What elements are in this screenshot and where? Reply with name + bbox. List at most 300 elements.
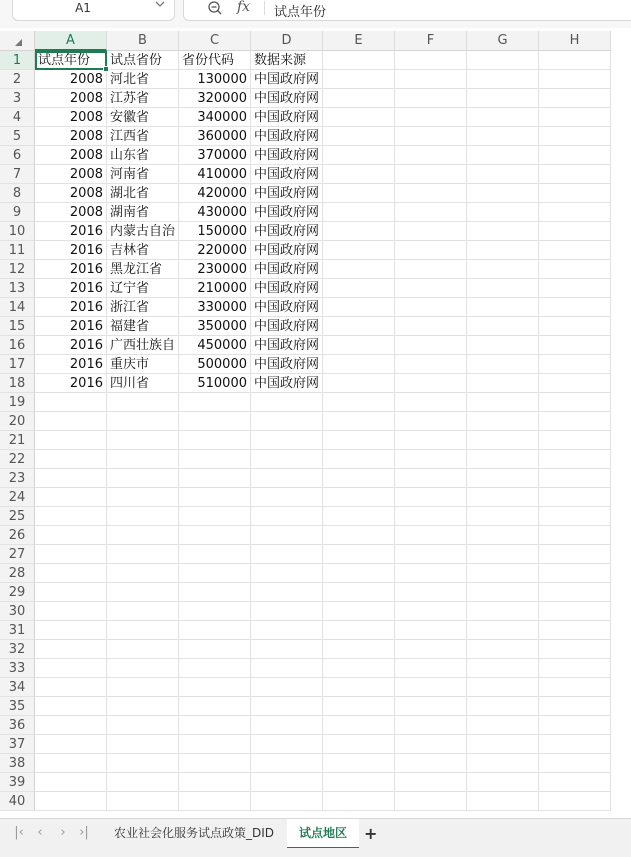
row-header[interactable]: 24 — [0, 488, 35, 507]
cell-b3[interactable]: 江苏省 — [107, 89, 179, 108]
cell-a15[interactable]: 2016 — [35, 317, 107, 336]
prev-sheet-icon[interactable]: ‹ — [37, 825, 43, 840]
cell-a38[interactable] — [35, 754, 107, 773]
cell-g21[interactable] — [467, 431, 539, 450]
cell-e22[interactable] — [323, 450, 395, 469]
cell-f38[interactable] — [395, 754, 467, 773]
cell-f8[interactable] — [395, 184, 467, 203]
cell-b31[interactable] — [107, 621, 179, 640]
cell-b20[interactable] — [107, 412, 179, 431]
next-sheet-icon[interactable]: › — [60, 825, 66, 840]
cell-f17[interactable] — [395, 355, 467, 374]
cell-f28[interactable] — [395, 564, 467, 583]
cell-h26[interactable] — [539, 526, 611, 545]
cell-g37[interactable] — [467, 735, 539, 754]
cell-g15[interactable] — [467, 317, 539, 336]
cell-a2[interactable]: 2008 — [35, 70, 107, 89]
cell-c31[interactable] — [179, 621, 251, 640]
cell-e23[interactable] — [323, 469, 395, 488]
cell-g17[interactable] — [467, 355, 539, 374]
cell-d26[interactable] — [251, 526, 323, 545]
cell-e36[interactable] — [323, 716, 395, 735]
cell-e31[interactable] — [323, 621, 395, 640]
cell-d33[interactable] — [251, 659, 323, 678]
column-header-h[interactable]: H — [539, 31, 611, 51]
cell-c3[interactable]: 320000 — [179, 89, 251, 108]
cell-g19[interactable] — [467, 393, 539, 412]
row-header[interactable]: 3 — [0, 89, 35, 108]
formula-value[interactable]: 试点年份 — [274, 5, 327, 20]
cell-g25[interactable] — [467, 507, 539, 526]
cell-h16[interactable] — [539, 336, 611, 355]
cell-h15[interactable] — [539, 317, 611, 336]
cell-c11[interactable]: 220000 — [179, 241, 251, 260]
cell-d11[interactable]: 中国政府网 — [251, 241, 323, 260]
cell-d21[interactable] — [251, 431, 323, 450]
cell-d31[interactable] — [251, 621, 323, 640]
cell-f33[interactable] — [395, 659, 467, 678]
row-header[interactable]: 38 — [0, 754, 35, 773]
cell-e32[interactable] — [323, 640, 395, 659]
cell-f2[interactable] — [395, 70, 467, 89]
cell-g36[interactable] — [467, 716, 539, 735]
cell-a12[interactable]: 2016 — [35, 260, 107, 279]
cell-b38[interactable] — [107, 754, 179, 773]
row-header[interactable]: 15 — [0, 317, 35, 336]
cell-h3[interactable] — [539, 89, 611, 108]
cell-c24[interactable] — [179, 488, 251, 507]
cell-a17[interactable]: 2016 — [35, 355, 107, 374]
name-box[interactable] — [12, 0, 175, 21]
row-header[interactable]: 5 — [0, 127, 35, 146]
column-header-d[interactable]: D — [251, 31, 323, 51]
cell-b18[interactable]: 四川省 — [107, 374, 179, 393]
row-header[interactable]: 26 — [0, 526, 35, 545]
cell-a9[interactable]: 2008 — [35, 203, 107, 222]
cell-h28[interactable] — [539, 564, 611, 583]
cell-g5[interactable] — [467, 127, 539, 146]
cell-e38[interactable] — [323, 754, 395, 773]
row-header[interactable]: 40 — [0, 792, 35, 811]
cell-c15[interactable]: 350000 — [179, 317, 251, 336]
row-header[interactable]: 32 — [0, 640, 35, 659]
row-header[interactable]: 22 — [0, 450, 35, 469]
cell-f11[interactable] — [395, 241, 467, 260]
cell-e17[interactable] — [323, 355, 395, 374]
cell-d8[interactable]: 中国政府网 — [251, 184, 323, 203]
cell-a19[interactable] — [35, 393, 107, 412]
cell-f37[interactable] — [395, 735, 467, 754]
row-header[interactable]: 9 — [0, 203, 35, 222]
cell-f13[interactable] — [395, 279, 467, 298]
cell-g6[interactable] — [467, 146, 539, 165]
cell-e5[interactable] — [323, 127, 395, 146]
cell-e34[interactable] — [323, 678, 395, 697]
row-header[interactable]: 33 — [0, 659, 35, 678]
cell-c14[interactable]: 330000 — [179, 298, 251, 317]
cell-h36[interactable] — [539, 716, 611, 735]
cell-b28[interactable] — [107, 564, 179, 583]
cell-d29[interactable] — [251, 583, 323, 602]
cell-c9[interactable]: 430000 — [179, 203, 251, 222]
cell-e11[interactable] — [323, 241, 395, 260]
cell-d15[interactable]: 中国政府网 — [251, 317, 323, 336]
cell-c23[interactable] — [179, 469, 251, 488]
cell-e30[interactable] — [323, 602, 395, 621]
cell-b7[interactable]: 河南省 — [107, 165, 179, 184]
cell-g24[interactable] — [467, 488, 539, 507]
first-sheet-icon[interactable]: |‹ — [14, 825, 24, 840]
cell-b33[interactable] — [107, 659, 179, 678]
cell-d23[interactable] — [251, 469, 323, 488]
row-header[interactable]: 6 — [0, 146, 35, 165]
cell-c26[interactable] — [179, 526, 251, 545]
cell-g40[interactable] — [467, 792, 539, 811]
cell-h1[interactable] — [539, 51, 611, 70]
cell-h19[interactable] — [539, 393, 611, 412]
cell-d2[interactable]: 中国政府网 — [251, 70, 323, 89]
cell-a33[interactable] — [35, 659, 107, 678]
cell-h27[interactable] — [539, 545, 611, 564]
select-all-button[interactable] — [0, 31, 35, 51]
cell-g23[interactable] — [467, 469, 539, 488]
cell-e2[interactable] — [323, 70, 395, 89]
cell-e3[interactable] — [323, 89, 395, 108]
cell-d30[interactable] — [251, 602, 323, 621]
cell-h5[interactable] — [539, 127, 611, 146]
cell-f27[interactable] — [395, 545, 467, 564]
cell-d18[interactable]: 中国政府网 — [251, 374, 323, 393]
cell-f20[interactable] — [395, 412, 467, 431]
cell-d5[interactable]: 中国政府网 — [251, 127, 323, 146]
cell-h21[interactable] — [539, 431, 611, 450]
row-header[interactable]: 30 — [0, 602, 35, 621]
row-header[interactable]: 23 — [0, 469, 35, 488]
cell-d16[interactable]: 中国政府网 — [251, 336, 323, 355]
cell-f3[interactable] — [395, 89, 467, 108]
cell-c1[interactable]: 省份代码 — [179, 51, 251, 70]
cell-b12[interactable]: 黑龙江省 — [107, 260, 179, 279]
cell-a8[interactable]: 2008 — [35, 184, 107, 203]
cell-f5[interactable] — [395, 127, 467, 146]
cell-e33[interactable] — [323, 659, 395, 678]
cell-e28[interactable] — [323, 564, 395, 583]
cell-h32[interactable] — [539, 640, 611, 659]
cell-g22[interactable] — [467, 450, 539, 469]
cell-g4[interactable] — [467, 108, 539, 127]
sheet-tab-pilot-regions[interactable]: 试点地区 — [287, 819, 359, 849]
cell-c39[interactable] — [179, 773, 251, 792]
column-header-f[interactable]: F — [395, 31, 467, 51]
cell-b26[interactable] — [107, 526, 179, 545]
cell-b19[interactable] — [107, 393, 179, 412]
cell-b14[interactable]: 浙江省 — [107, 298, 179, 317]
cell-b11[interactable]: 吉林省 — [107, 241, 179, 260]
cell-f18[interactable] — [395, 374, 467, 393]
cell-a16[interactable]: 2016 — [35, 336, 107, 355]
cell-f34[interactable] — [395, 678, 467, 697]
cell-h17[interactable] — [539, 355, 611, 374]
cell-f39[interactable] — [395, 773, 467, 792]
cell-a32[interactable] — [35, 640, 107, 659]
cell-e24[interactable] — [323, 488, 395, 507]
cell-a7[interactable]: 2008 — [35, 165, 107, 184]
cell-a3[interactable]: 2008 — [35, 89, 107, 108]
cell-e6[interactable] — [323, 146, 395, 165]
cell-g27[interactable] — [467, 545, 539, 564]
cell-h31[interactable] — [539, 621, 611, 640]
chevron-down-icon[interactable] — [154, 0, 166, 10]
cell-b13[interactable]: 辽宁省 — [107, 279, 179, 298]
cell-d12[interactable]: 中国政府网 — [251, 260, 323, 279]
cell-g39[interactable] — [467, 773, 539, 792]
cell-e16[interactable] — [323, 336, 395, 355]
cell-e7[interactable] — [323, 165, 395, 184]
cell-f32[interactable] — [395, 640, 467, 659]
row-header[interactable]: 16 — [0, 336, 35, 355]
cell-f9[interactable] — [395, 203, 467, 222]
row-header[interactable]: 27 — [0, 545, 35, 564]
cell-c32[interactable] — [179, 640, 251, 659]
cell-a40[interactable] — [35, 792, 107, 811]
cell-d34[interactable] — [251, 678, 323, 697]
cell-e12[interactable] — [323, 260, 395, 279]
row-header[interactable]: 13 — [0, 279, 35, 298]
cell-b2[interactable]: 河北省 — [107, 70, 179, 89]
cell-d32[interactable] — [251, 640, 323, 659]
cell-h7[interactable] — [539, 165, 611, 184]
row-header[interactable]: 28 — [0, 564, 35, 583]
cell-d25[interactable] — [251, 507, 323, 526]
cell-f24[interactable] — [395, 488, 467, 507]
last-sheet-icon[interactable]: ›| — [79, 825, 89, 840]
cell-a31[interactable] — [35, 621, 107, 640]
cell-f7[interactable] — [395, 165, 467, 184]
cell-e18[interactable] — [323, 374, 395, 393]
cell-c27[interactable] — [179, 545, 251, 564]
cell-b5[interactable]: 江西省 — [107, 127, 179, 146]
cell-g8[interactable] — [467, 184, 539, 203]
cell-c34[interactable] — [179, 678, 251, 697]
cell-c10[interactable]: 150000 — [179, 222, 251, 241]
cell-f22[interactable] — [395, 450, 467, 469]
cell-h23[interactable] — [539, 469, 611, 488]
cell-d14[interactable]: 中国政府网 — [251, 298, 323, 317]
cell-c38[interactable] — [179, 754, 251, 773]
column-header-c[interactable]: C — [179, 31, 251, 51]
row-header[interactable]: 19 — [0, 393, 35, 412]
cell-b36[interactable] — [107, 716, 179, 735]
cell-g13[interactable] — [467, 279, 539, 298]
cell-b40[interactable] — [107, 792, 179, 811]
cell-h22[interactable] — [539, 450, 611, 469]
cell-d27[interactable] — [251, 545, 323, 564]
cell-e39[interactable] — [323, 773, 395, 792]
cell-f25[interactable] — [395, 507, 467, 526]
cell-h29[interactable] — [539, 583, 611, 602]
cell-e10[interactable] — [323, 222, 395, 241]
sheet-tab-did[interactable]: 农业社会化服务试点政策_DID — [114, 826, 275, 840]
cell-e20[interactable] — [323, 412, 395, 431]
row-header[interactable]: 20 — [0, 412, 35, 431]
cell-d17[interactable]: 中国政府网 — [251, 355, 323, 374]
cell-c37[interactable] — [179, 735, 251, 754]
cell-g29[interactable] — [467, 583, 539, 602]
row-header[interactable]: 7 — [0, 165, 35, 184]
cell-h37[interactable] — [539, 735, 611, 754]
cell-h9[interactable] — [539, 203, 611, 222]
cell-f4[interactable] — [395, 108, 467, 127]
cell-g18[interactable] — [467, 374, 539, 393]
cell-f15[interactable] — [395, 317, 467, 336]
cell-h35[interactable] — [539, 697, 611, 716]
cell-e21[interactable] — [323, 431, 395, 450]
cell-c28[interactable] — [179, 564, 251, 583]
cell-a30[interactable] — [35, 602, 107, 621]
cell-b4[interactable]: 安徽省 — [107, 108, 179, 127]
cell-a5[interactable]: 2008 — [35, 127, 107, 146]
row-header[interactable]: 21 — [0, 431, 35, 450]
cell-a21[interactable] — [35, 431, 107, 450]
cell-c7[interactable]: 410000 — [179, 165, 251, 184]
cell-h10[interactable] — [539, 222, 611, 241]
row-header[interactable]: 4 — [0, 108, 35, 127]
cell-g9[interactable] — [467, 203, 539, 222]
cell-f23[interactable] — [395, 469, 467, 488]
cell-h2[interactable] — [539, 70, 611, 89]
row-header[interactable]: 29 — [0, 583, 35, 602]
cell-d35[interactable] — [251, 697, 323, 716]
cell-d10[interactable]: 中国政府网 — [251, 222, 323, 241]
row-header[interactable]: 8 — [0, 184, 35, 203]
cell-g7[interactable] — [467, 165, 539, 184]
cell-h39[interactable] — [539, 773, 611, 792]
cell-d38[interactable] — [251, 754, 323, 773]
cell-g11[interactable] — [467, 241, 539, 260]
fill-handle[interactable] — [103, 66, 109, 72]
cell-d4[interactable]: 中国政府网 — [251, 108, 323, 127]
cell-h40[interactable] — [539, 792, 611, 811]
cell-d7[interactable]: 中国政府网 — [251, 165, 323, 184]
cell-e25[interactable] — [323, 507, 395, 526]
column-header-e[interactable]: E — [323, 31, 395, 51]
cell-d28[interactable] — [251, 564, 323, 583]
cell-g38[interactable] — [467, 754, 539, 773]
cell-e13[interactable] — [323, 279, 395, 298]
cell-c19[interactable] — [179, 393, 251, 412]
row-header[interactable]: 12 — [0, 260, 35, 279]
cell-f19[interactable] — [395, 393, 467, 412]
row-header[interactable]: 37 — [0, 735, 35, 754]
cell-d39[interactable] — [251, 773, 323, 792]
cell-f21[interactable] — [395, 431, 467, 450]
cell-b21[interactable] — [107, 431, 179, 450]
cell-f40[interactable] — [395, 792, 467, 811]
row-header[interactable]: 25 — [0, 507, 35, 526]
cell-b15[interactable]: 福建省 — [107, 317, 179, 336]
cell-h6[interactable] — [539, 146, 611, 165]
cell-f29[interactable] — [395, 583, 467, 602]
cell-f35[interactable] — [395, 697, 467, 716]
cell-d20[interactable] — [251, 412, 323, 431]
cell-c8[interactable]: 420000 — [179, 184, 251, 203]
cell-a28[interactable] — [35, 564, 107, 583]
cell-d36[interactable] — [251, 716, 323, 735]
cell-h20[interactable] — [539, 412, 611, 431]
cell-a18[interactable]: 2016 — [35, 374, 107, 393]
cell-b8[interactable]: 湖北省 — [107, 184, 179, 203]
cell-c6[interactable]: 370000 — [179, 146, 251, 165]
cell-c35[interactable] — [179, 697, 251, 716]
cell-c20[interactable] — [179, 412, 251, 431]
cell-b32[interactable] — [107, 640, 179, 659]
cell-c17[interactable]: 500000 — [179, 355, 251, 374]
cell-c4[interactable]: 340000 — [179, 108, 251, 127]
cell-h13[interactable] — [539, 279, 611, 298]
cell-f36[interactable] — [395, 716, 467, 735]
cell-f1[interactable] — [395, 51, 467, 70]
cell-f26[interactable] — [395, 526, 467, 545]
cell-h33[interactable] — [539, 659, 611, 678]
cell-e27[interactable] — [323, 545, 395, 564]
cell-c40[interactable] — [179, 792, 251, 811]
cell-h25[interactable] — [539, 507, 611, 526]
cell-h11[interactable] — [539, 241, 611, 260]
cell-a22[interactable] — [35, 450, 107, 469]
cell-d1[interactable]: 数据来源 — [251, 51, 323, 70]
cell-h34[interactable] — [539, 678, 611, 697]
cell-f10[interactable] — [395, 222, 467, 241]
cell-b25[interactable] — [107, 507, 179, 526]
function-icon[interactable]: fx — [237, 0, 251, 15]
cell-b24[interactable] — [107, 488, 179, 507]
cell-f31[interactable] — [395, 621, 467, 640]
cell-h14[interactable] — [539, 298, 611, 317]
cell-a34[interactable] — [35, 678, 107, 697]
cell-e9[interactable] — [323, 203, 395, 222]
cell-f30[interactable] — [395, 602, 467, 621]
cell-g32[interactable] — [467, 640, 539, 659]
cell-g20[interactable] — [467, 412, 539, 431]
cell-a37[interactable] — [35, 735, 107, 754]
cell-c21[interactable] — [179, 431, 251, 450]
cell-b16[interactable]: 广西壮族自 — [107, 336, 179, 355]
cell-d40[interactable] — [251, 792, 323, 811]
cell-a6[interactable]: 2008 — [35, 146, 107, 165]
cell-b27[interactable] — [107, 545, 179, 564]
cell-d22[interactable] — [251, 450, 323, 469]
cell-h4[interactable] — [539, 108, 611, 127]
cell-h8[interactable] — [539, 184, 611, 203]
row-header[interactable]: 11 — [0, 241, 35, 260]
column-header-g[interactable]: G — [467, 31, 539, 51]
row-header[interactable]: 17 — [0, 355, 35, 374]
row-header[interactable]: 35 — [0, 697, 35, 716]
row-header[interactable]: 2 — [0, 70, 35, 89]
cell-c33[interactable] — [179, 659, 251, 678]
cell-b10[interactable]: 内蒙古自治 — [107, 222, 179, 241]
cell-g35[interactable] — [467, 697, 539, 716]
cell-g16[interactable] — [467, 336, 539, 355]
cell-c16[interactable]: 450000 — [179, 336, 251, 355]
add-sheet-button[interactable]: + — [364, 824, 378, 843]
cell-b39[interactable] — [107, 773, 179, 792]
cell-d6[interactable]: 中国政府网 — [251, 146, 323, 165]
cell-b22[interactable] — [107, 450, 179, 469]
cell-d3[interactable]: 中国政府网 — [251, 89, 323, 108]
cell-a35[interactable] — [35, 697, 107, 716]
cell-a27[interactable] — [35, 545, 107, 564]
